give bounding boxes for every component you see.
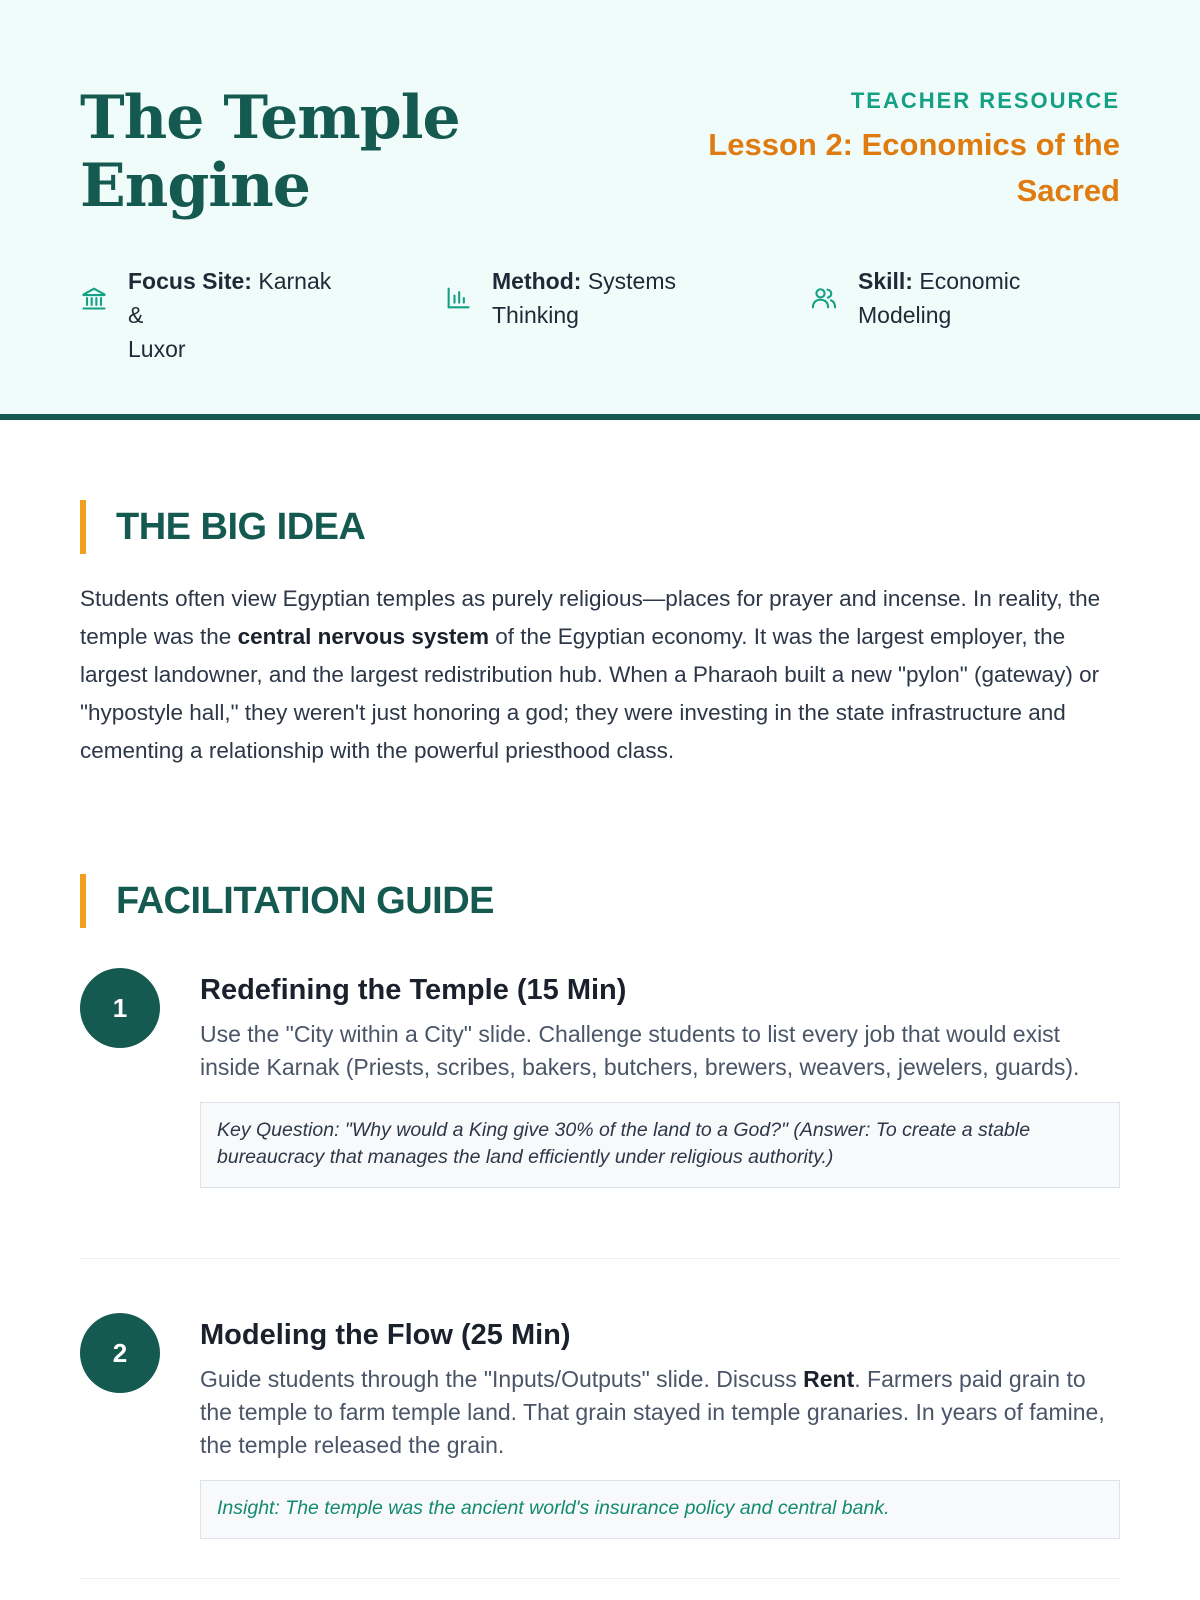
step-divider (80, 1578, 1120, 1579)
resource-eyebrow: TEACHER RESOURCE (850, 88, 1120, 113)
page-title: The Temple Engine (80, 83, 460, 221)
meta-focus-site: Focus Site: Karnak & Luxor (80, 264, 340, 366)
users-icon (810, 284, 838, 312)
lesson-meta (80, 264, 1120, 362)
big-idea-heading: THE BIG IDEA (80, 500, 680, 554)
key-question-callout: Key Question: "Why would a King give 30% of the land to a God?" (Answer: To create a stable bureaucracy that manages the land efficiently under religious authority.) (200, 1102, 1120, 1188)
facilitation-heading: FACILITATION GUIDE (80, 874, 680, 928)
step-title: Redefining the Temple (15 Min) (200, 974, 627, 1006)
insight-callout: Insight: The temple was the ancient world's insurance policy and central bank. (200, 1480, 1120, 1539)
bar-chart-icon (444, 284, 472, 312)
step-body: Use the "City within a City" slide. Challenge students to list every job that would exist inside Karnak (Priests, scribes, bakers, butchers, brewers, weavers, jewelers, guards). (200, 1021, 1080, 1080)
step-number-badge: 2 (80, 1313, 160, 1393)
step-body: Guide students through the "Inputs/Outputs" slide. Discuss Rent. Farmers paid grain to the temple to farm temple land. That grain stayed in temple granaries. In years of famine, the temple released the grain. (200, 1366, 1105, 1458)
meta-method: Method: Systems Thinking (444, 264, 704, 332)
temple-icon (80, 284, 108, 312)
step-divider (80, 1258, 1120, 1259)
lesson-title: Lesson 2: Economics of the Sacred (708, 127, 1120, 208)
meta-skill: Skill: Economic Modeling (810, 264, 1070, 332)
step-number-badge: 1 (80, 968, 160, 1048)
big-idea-text: Students often view Egyptian temples as purely religious—places for prayer and incense. In reality, the temple was the central nervous system of the Egyptian economy. It was the largest employer, the largest landowner, and the largest redistribution hub. When a Pharaoh built a new "pylon" (gateway) or "hypostyle hall," they weren't just honoring a god; they were investing in the state infrastructure and cementing a relationship with the powerful priesthood class. (80, 586, 1101, 763)
hero-header (0, 0, 1200, 420)
step-title: Modeling the Flow (25 Min) (200, 1319, 571, 1351)
lesson-info (620, 86, 1120, 214)
